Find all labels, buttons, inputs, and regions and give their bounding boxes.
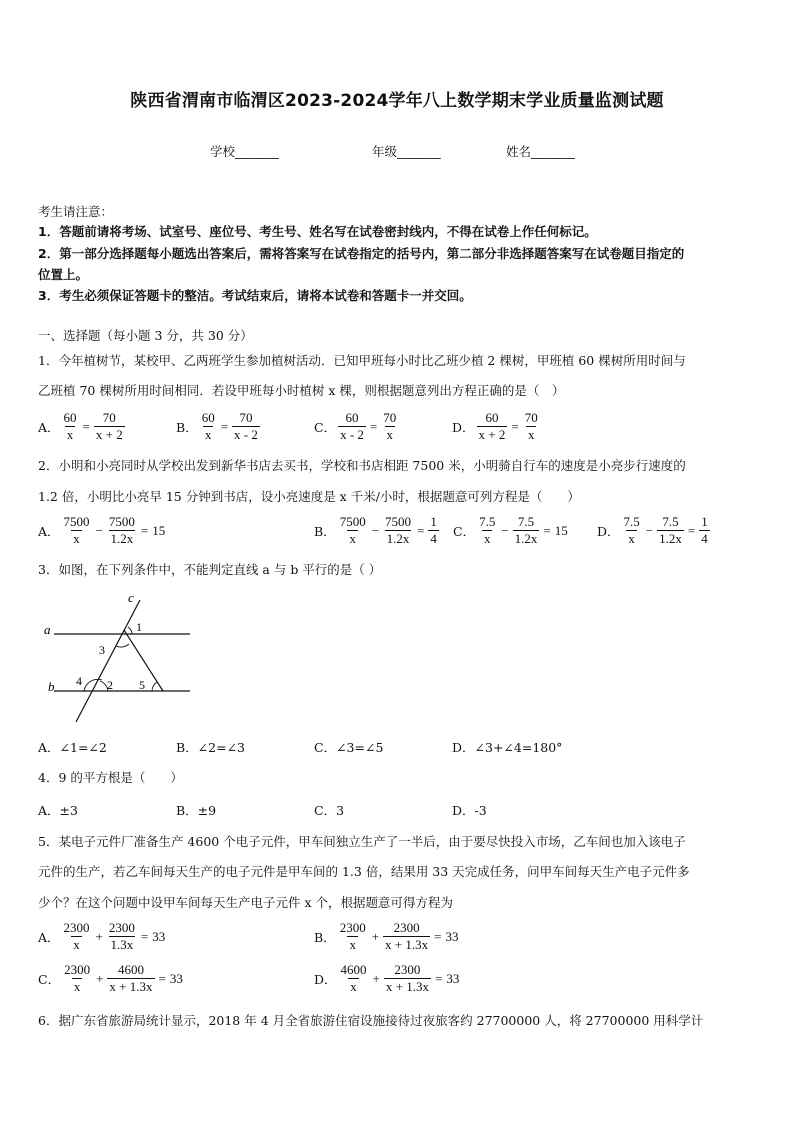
q3-option-c[interactable]: C．∠3=∠5 — [314, 740, 384, 755]
q5-text-3: 少个？在这个问题中设甲车间每天生产电子元件 x 个，根据题意可得方程为 — [38, 895, 453, 910]
section-heading: 一、选择题（每小题 3 分，共 30 分） — [38, 328, 253, 343]
numerator: 7500 — [63, 514, 90, 529]
fraction — [338, 410, 366, 443]
numerator: 2300 — [108, 920, 135, 935]
numerator: 2300 — [394, 962, 421, 977]
q2-option-a[interactable]: A． $\frac{7500}{x}$ − $\frac{7500}{1.2x}$ = 15 — [38, 514, 166, 546]
denominator: x — [527, 427, 535, 442]
label-angle-2: 2 — [107, 678, 113, 692]
q2-option-b[interactable]: B． $\frac{7500}{x}$ − $\frac{7500}{1.2x}$ = $\frac{1}{4}$ — [314, 514, 437, 546]
label-angle-1: 1 — [136, 620, 142, 634]
numerator: 7.5 — [517, 514, 535, 529]
denominator: 1.2x — [386, 531, 410, 546]
q4-text-1: 4．9 的平方根是（ ） — [38, 770, 183, 785]
notice-heading: 考生请注意： — [38, 204, 114, 219]
option-label: D． — [452, 419, 475, 435]
q1-text-1: 1．今年植树节，某校甲、乙两班学生参加植树活动．已知甲班每小时比乙班少植 2 棵树，甲班植 60 棵树所用时间与 — [38, 353, 686, 368]
denominator: x — [73, 937, 80, 952]
notice-item-2-cont: 位置上。 — [38, 267, 89, 282]
option-label: A． — [38, 419, 60, 435]
denominator: x — [73, 531, 80, 546]
fraction — [200, 410, 217, 443]
q3-option-d[interactable]: D．∠3+∠4=180° — [452, 740, 563, 755]
q2-option-c[interactable]: C． $\frac{7.5}{x}$ − $\frac{7.5}{1.2x}$ = 15 — [453, 514, 568, 546]
q4-option-b[interactable]: B．±9 — [176, 803, 217, 818]
label-c: c — [128, 590, 134, 605]
denominator: 4 — [701, 531, 708, 546]
numerator: 1 — [701, 514, 708, 529]
q2-option-d[interactable]: D． $\frac{7.5}{x}$ − $\frac{7.5}{1.2x}$ = $\frac{1}{4}$ — [597, 514, 708, 546]
denominator: x - 2 — [234, 427, 258, 442]
numerator: 2300 — [63, 920, 90, 935]
q1-option-a[interactable]: A． $\frac{60}{x}$ = $\frac{70}{x + 2}$ — [38, 410, 123, 442]
angle-arc-1 — [128, 627, 132, 634]
rhs-value: 15 — [152, 522, 166, 538]
option-label: B． — [314, 523, 336, 539]
q1-text-2: 乙班植 70 棵树所用时间相同．若设甲班每小时植树 x 棵，则根据题意列出方程正确的是（ ） — [38, 383, 565, 398]
q2-text-1: 2．小明和小亮同时从学校出发到新华书店去买书，学校和书店相距 7500 米，小明骑自行车的速度是小亮步行速度的 — [38, 458, 686, 473]
q5-option-c[interactable]: C． $\frac{2300}{x}$ + $\frac{4600}{x + 1.3x}$ = 33 — [38, 962, 183, 994]
label-b: b — [48, 679, 55, 694]
q5-text-2: 元件的生产，若乙车间每天生产的电子元件是甲车间的 1.3 倍，结果用 33 天完成任务，问甲车间每天生产电子元件多 — [38, 864, 690, 879]
numerator: 70 — [102, 410, 116, 425]
q1-option-b[interactable]: B． $\frac{60}{x}$ = $\frac{70}{x - 2}$ — [176, 410, 258, 442]
numerator: 4600 — [117, 962, 144, 977]
numerator: 60 — [201, 410, 215, 425]
denominator: x — [204, 427, 212, 442]
option-label: C． — [38, 971, 61, 987]
q2-text-2: 1.2 倍，小明比小亮早 15 分钟到书店，设小亮速度是 x 千米/小时，根据题意可列方程是（ ） — [38, 489, 580, 504]
numerator: 70 — [524, 410, 538, 425]
numerator: 70 — [239, 410, 253, 425]
rhs-value: 33 — [152, 928, 166, 944]
numerator: 60 — [345, 410, 359, 425]
denominator: x — [350, 979, 357, 994]
q5-option-a[interactable]: A． $\frac{2300}{x}$ + $\frac{2300}{1.3x}$ = 33 — [38, 920, 166, 952]
denominator: x — [386, 427, 394, 442]
option-label: A． — [38, 523, 60, 539]
q5-option-b[interactable]: B． $\frac{2300}{x}$ + $\frac{2300}{x + 1.3x}$ = 33 — [314, 920, 459, 952]
q1-option-c[interactable]: C． $\frac{60}{x - 2}$ = $\frac{70}{x}$ — [314, 410, 397, 442]
q4-option-d[interactable]: D．-3 — [452, 803, 487, 818]
denominator: 4 — [430, 531, 437, 546]
angle-arc-3 — [116, 644, 129, 647]
numerator: 60 — [63, 410, 77, 425]
parallel-lines-figure — [36, 590, 196, 726]
denominator: x + 1.3x — [109, 979, 153, 994]
option-label: D． — [597, 523, 620, 539]
q6-text-1: 6．据广东省旅游局统计显示，2018 年 4 月全省旅游住宿设施接待过夜旅客约 27700000 人，将 27700000 用科学计 — [38, 1013, 704, 1028]
fraction — [232, 410, 260, 443]
numerator: 7.5 — [479, 514, 496, 529]
numerator: 7500 — [385, 514, 412, 529]
fraction — [523, 410, 540, 443]
fraction — [62, 410, 79, 443]
notice-item-1: 1．答题前请将考场、试室号、座位号、考生号、姓名写在试卷密封线内，不得在试卷上作任何标记。 — [38, 224, 597, 239]
numerator: 2300 — [339, 920, 366, 935]
numerator: 7.5 — [662, 514, 679, 529]
rhs-value: 15 — [554, 522, 568, 538]
option-label: D． — [314, 971, 337, 987]
rhs-value: 33 — [169, 970, 183, 986]
option-label: B． — [176, 419, 198, 435]
denominator: x + 2 — [478, 427, 506, 442]
q4-option-a[interactable]: A．±3 — [38, 803, 78, 818]
denominator: x + 1.3x — [385, 937, 429, 952]
page-title: 陕西省渭南市临渭区2023-2024学年八上数学期末学业质量监测试题 — [130, 91, 664, 111]
label-angle-5: 5 — [139, 678, 145, 692]
fraction — [477, 410, 508, 443]
q3-text-1: 3．如图，在下列条件中，不能判定直线 a 与 b 平行的是（ ） — [38, 562, 382, 577]
fraction — [94, 410, 125, 443]
denominator: 1.2x — [514, 531, 538, 546]
numerator: 2300 — [393, 920, 420, 935]
label-angle-4: 4 — [76, 674, 82, 688]
numerator: 7500 — [108, 514, 135, 529]
denominator: x + 1.3x — [385, 979, 429, 994]
angle-arc-5 — [152, 682, 157, 691]
denominator: 1.2x — [110, 531, 134, 546]
q4-option-c[interactable]: C．3 — [314, 803, 345, 818]
q3-option-a[interactable]: A．∠1=∠2 — [38, 740, 107, 755]
numerator: 2300 — [64, 962, 91, 977]
line-c — [76, 600, 140, 722]
denominator: x — [73, 979, 81, 994]
numerator: 70 — [383, 410, 397, 425]
denominator: x — [483, 531, 491, 546]
school-field: 学校_______ — [210, 144, 279, 159]
denominator: x — [628, 531, 635, 546]
option-label: A． — [38, 929, 60, 945]
rhs-value: 33 — [446, 970, 460, 986]
fraction — [381, 410, 398, 443]
denominator: x — [66, 427, 74, 442]
name-field: 姓名_______ — [506, 144, 575, 159]
q5-text-1: 5．某电子元件厂准备生产 4600 个电子元件，甲车间独立生产了一半后，由于要尽快投入市场，乙车间也加入该电子 — [38, 834, 686, 849]
label-a: a — [44, 622, 51, 637]
q1-option-d[interactable]: D． $\frac{60}{x + 2}$ = $\frac{70}{x}$ — [452, 410, 538, 442]
notice-item-2: 2．第一部分选择题每小题选出答案后，需将答案写在试卷指定的括号内，第二部分非选择题答案写在试卷题目指定的 — [38, 246, 685, 261]
option-label: B． — [314, 929, 336, 945]
denominator: 1.3x — [110, 937, 134, 952]
denominator: x — [349, 937, 356, 952]
numerator: 7500 — [339, 514, 366, 529]
numerator: 4600 — [340, 962, 367, 977]
denominator: x — [349, 531, 356, 546]
q3-option-b[interactable]: B．∠2=∠3 — [176, 740, 246, 755]
numerator: 7.5 — [623, 514, 640, 529]
denominator: x - 2 — [340, 427, 364, 442]
grade-field: 年级_______ — [372, 144, 441, 159]
denominator: 1.2x — [659, 531, 682, 546]
denominator: x + 2 — [95, 427, 123, 442]
numerator: 60 — [485, 410, 499, 425]
numerator: 1 — [430, 514, 437, 529]
rhs-value: 33 — [445, 928, 459, 944]
label-angle-3: 3 — [99, 643, 105, 657]
q5-option-d[interactable]: D． $\frac{4600}{x}$ + $\frac{2300}{x + 1.3x}$ = 33 — [314, 962, 460, 994]
option-label: C． — [453, 523, 476, 539]
notice-item-3: 3．考生必须保证答题卡的整洁。考试结束后，请将本试卷和答题卡一并交回。 — [38, 288, 472, 303]
option-label: C． — [314, 419, 337, 435]
